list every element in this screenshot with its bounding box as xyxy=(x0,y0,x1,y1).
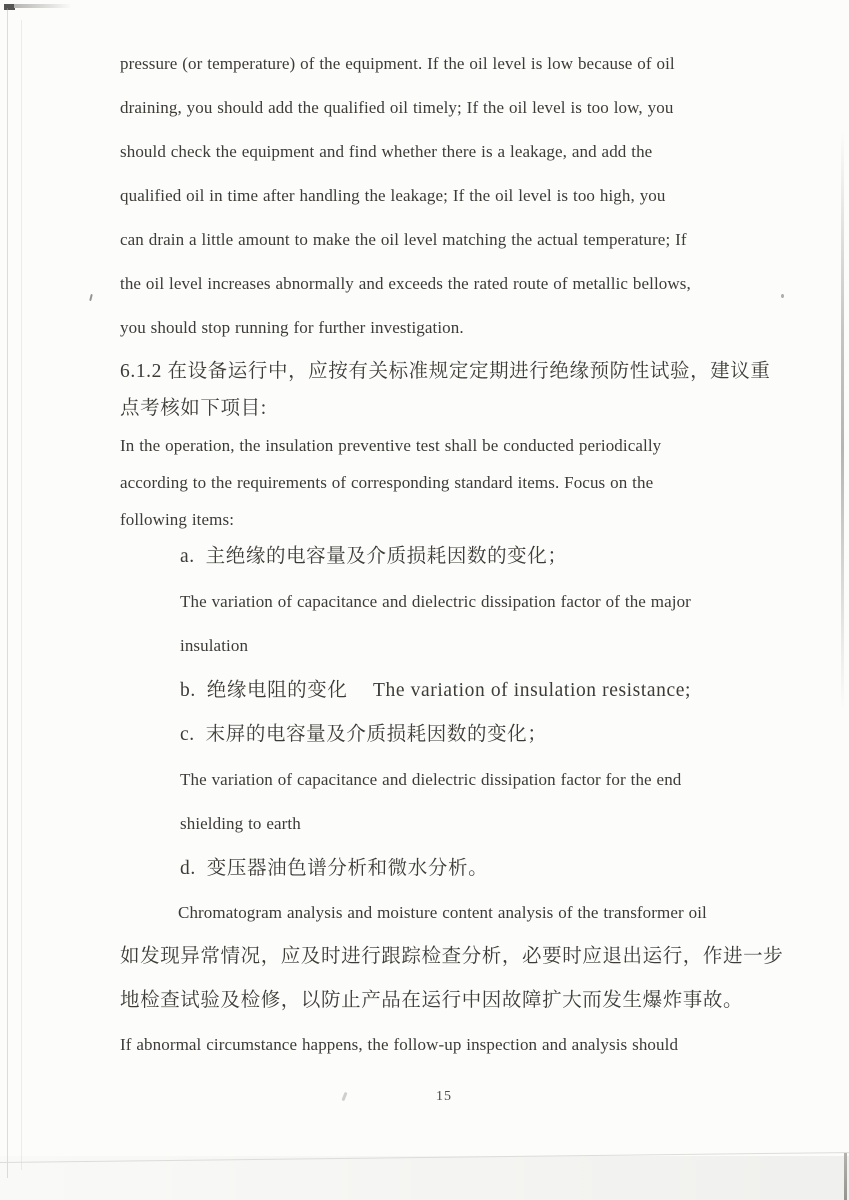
scan-speck-left xyxy=(89,294,93,301)
text-line: the oil level increases abnormally and exceeds the rated route of metallic bellows, xyxy=(120,274,691,293)
text-line: shielding to earth xyxy=(180,814,301,833)
text-line: 6.1.2 在设备运行中，应按有关标准规定定期进行绝缘预防性试验，建议重 xyxy=(120,361,771,382)
text-line: 如发现异常情况，应及时进行跟踪检查分析，必要时应退出运行，作进一步 xyxy=(120,946,784,967)
text-line: The variation of capacitance and dielectric dissipation factor for the end xyxy=(180,769,682,789)
scan-bottom-shading xyxy=(0,1156,849,1200)
scan-edge-line-left-1 xyxy=(7,8,8,1178)
scan-bottom-right-edge xyxy=(844,1153,847,1200)
page-number: 15 xyxy=(436,1089,452,1104)
text-line: The variation of capacitance and dielectric dissipation factor of the major xyxy=(180,591,691,611)
text-line: In the operation, the insulation preventive test shall be conducted periodically xyxy=(120,436,662,455)
text-line: pressure (or temperature) of the equipment. If the oil level is low because of oil xyxy=(120,54,675,73)
text-line: b. 绝缘电阻的变化 The variation of insulation resistance; xyxy=(180,679,692,701)
text-line: c. 末屏的电容量及介质损耗因数的变化； xyxy=(180,724,548,745)
text-column xyxy=(120,50,784,1075)
text-line: a. 主绝缘的电容量及介质损耗因数的变化； xyxy=(180,546,568,567)
scan-corner-streak xyxy=(14,4,72,8)
text-line: Chromatogram analysis and moisture content analysis of the transformer oil xyxy=(178,903,707,922)
text-line: following items: xyxy=(120,510,235,529)
text-line: according to the requirements of corresponding standard items. Focus on the xyxy=(120,473,654,492)
scan-shadow-right xyxy=(841,130,844,710)
text-line: you should stop running for further investigation. xyxy=(120,318,464,337)
text-line: qualified oil in time after handling the leakage; If the oil level is too high, you xyxy=(120,186,666,205)
text-line: d. 变压器油色谱分析和微水分析。 xyxy=(180,857,489,879)
scan-edge-line-left-2 xyxy=(21,20,22,1170)
text-line: should check the equipment and find whether there is a leakage, and add the xyxy=(120,142,653,161)
scan-speck-right xyxy=(781,294,784,298)
text-line: 地检查试验及检修，以防止产品在运行中因故障扩大而发生爆炸事故。 xyxy=(120,990,744,1011)
text-line: can drain a little amount to make the oil level matching the actual temperature; If xyxy=(120,230,687,249)
text-line: insulation xyxy=(180,636,249,655)
text-line: draining, you should add the qualified oil timely; If the oil level is too low, you xyxy=(120,98,674,117)
text-line: 点考核如下项目: xyxy=(120,398,267,419)
scan-speck-bottom xyxy=(341,1092,347,1101)
text-line: If abnormal circumstance happens, the follow-up inspection and analysis should xyxy=(120,1035,679,1054)
